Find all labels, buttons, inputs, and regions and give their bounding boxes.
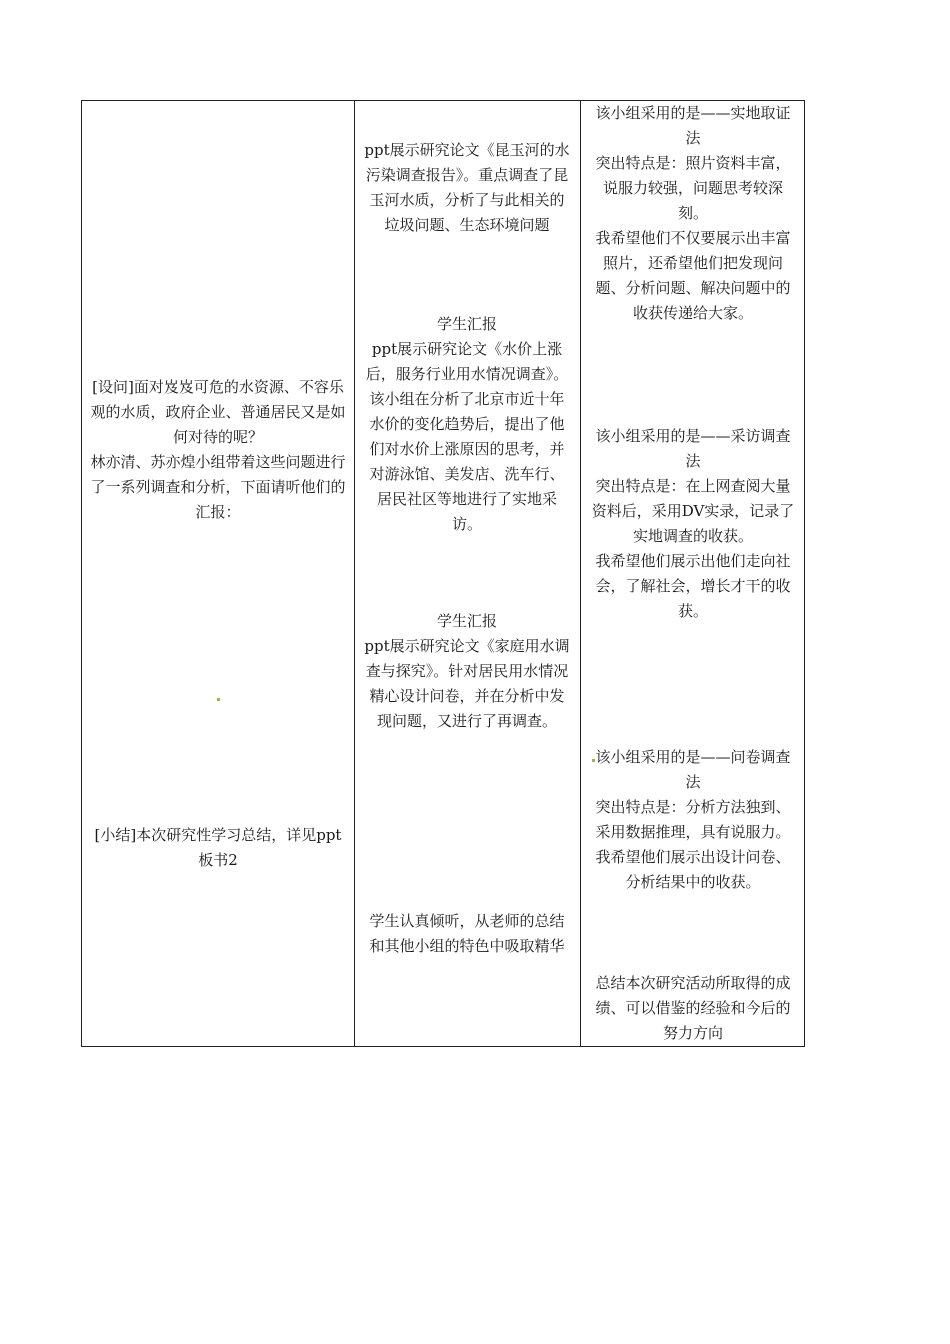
column-divider-1 xyxy=(354,101,355,1046)
summary-block xyxy=(90,823,346,873)
comment1-feature: 突出特点是：照片资料丰富，说服力较强，问题思考较深刻。 xyxy=(595,154,791,222)
comment2-method: 该小组采用的是——采访调查法 xyxy=(595,427,791,470)
comment2-feature: 突出特点是：在上网查阅大量资料后，采用DV实录，记录了实地调查的收获。 xyxy=(591,477,795,545)
lesson-plan-table xyxy=(81,100,805,1047)
report3-block xyxy=(363,609,571,734)
report3-text: ppt展示研究论文《家庭用水调查与探究》。针对居民用水情况精心设计问卷，并在分析中发现问题，又进行了再调查。 xyxy=(364,637,570,730)
comment1-method: 该小组采用的是——实地取证法 xyxy=(595,104,791,147)
report3-title: 学生汇报 xyxy=(436,612,497,630)
listening-block xyxy=(363,909,571,959)
scan-speck xyxy=(217,698,220,701)
group-intro-text: 林亦清、苏亦煌小组带着这些问题进行了一系列调查和分析，下面请听他们的汇报： xyxy=(90,453,346,521)
comment3-method: 该小组采用的是——问卷调查法 xyxy=(595,748,791,791)
report1-block xyxy=(363,138,571,238)
final-summary-block xyxy=(589,971,797,1046)
comment3-block xyxy=(589,745,797,895)
report2-text: ppt展示研究论文《水价上涨后，服务行业用水情况调查》。该小组在分析了北京市近十年水价的变化趋势后，提出了他们对水价上涨原因的思考，并对游泳馆、美发店、洗车行、居民社区等地进行了实地采访。 xyxy=(365,340,569,533)
scan-speck xyxy=(592,759,595,762)
comment2-block xyxy=(589,424,797,624)
question-block xyxy=(90,375,346,525)
listening-text: 学生认真倾听，从老师的总结和其他小组的特色中吸取精华 xyxy=(369,912,565,955)
column-divider-2 xyxy=(580,101,581,1046)
comment1-block xyxy=(589,101,797,326)
summary-text: [小结]本次研究性学习总结，详见ppt板书2 xyxy=(94,826,342,869)
comment3-hope: 我希望他们展示出设计问卷、分析结果中的收获。 xyxy=(595,848,791,891)
comment2-hope: 我希望他们展示出他们走向社会，了解社会，增长才干的收获。 xyxy=(595,552,791,620)
comment3-feature: 突出特点是：分析方法独到、采用数据推理，具有说服力。 xyxy=(595,798,791,841)
comment1-hope: 我希望他们不仅要展示出丰富照片，还希望他们把发现问题、分析问题、解决问题中的收获传递给大家。 xyxy=(595,229,791,322)
final-summary-text: 总结本次研究活动所取得的成绩、可以借鉴的经验和今后的努力方向 xyxy=(595,974,791,1042)
question-text: [设问]面对岌岌可危的水资源、不容乐观的水质，政府企业、普通居民又是如何对待的呢？ xyxy=(90,378,346,446)
report2-title: 学生汇报 xyxy=(436,315,497,333)
report2-block xyxy=(363,312,571,537)
report1-text: ppt展示研究论文《昆玉河的水污染调查报告》。重点调查了昆玉河水质，分析了与此相关的垃圾问题、生态环境问题 xyxy=(364,141,570,234)
